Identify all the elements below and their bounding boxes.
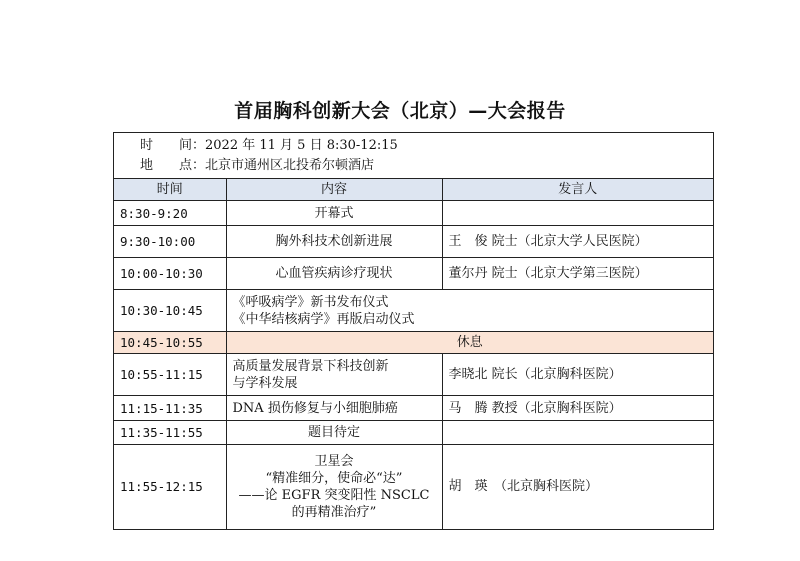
row-speaker: 董尔丹 院士（北京大学第三医院） — [442, 258, 713, 290]
row-time: 11:55-12:15 — [114, 445, 226, 529]
table-header-row — [114, 179, 713, 201]
table-row — [114, 258, 713, 290]
row-content: 开幕式 — [226, 201, 442, 226]
event-place-line — [140, 156, 713, 176]
table-row — [114, 354, 713, 396]
row-content: DNA 损伤修复与小细胞肺癌 — [226, 396, 442, 421]
row-speaker: 胡 瑛 （北京胸科医院） — [442, 445, 713, 529]
row-time: 10:30-10:45 — [114, 290, 226, 332]
row-content: 《呼吸病学》新书发布仪式 《中华结核病学》再版启动仪式 — [226, 290, 713, 332]
row-speaker — [442, 421, 713, 445]
row-time: 10:55-11:15 — [114, 354, 226, 396]
row-content: 题目待定 — [226, 421, 442, 445]
row-content: 心血管疾病诊疗现状 — [226, 258, 442, 290]
row-time: 8:30-9:20 — [114, 201, 226, 226]
row-time: 11:15-11:35 — [114, 396, 226, 421]
row-speaker — [442, 201, 713, 226]
table-row — [114, 201, 713, 226]
event-place-label: 地 点： — [140, 158, 206, 173]
row-content: 卫星会 “精准细分，使命必“达” ——论 EGFR 突变阳性 NSCLC 的再精准治疗” — [226, 445, 442, 529]
row-content: 休息 — [226, 332, 713, 354]
schedule-table — [114, 179, 713, 529]
row-content: 胸外科技术创新进展 — [226, 226, 442, 258]
table-row — [114, 396, 713, 421]
event-info — [114, 133, 713, 179]
event-place-value: 北京市通州区北投希尔顿酒店 — [205, 158, 375, 173]
row-content: 高质量发展背景下科技创新 与学科发展 — [226, 354, 442, 396]
table-row — [114, 290, 713, 332]
event-time-line — [140, 136, 713, 156]
table-row — [114, 445, 713, 529]
row-speaker: 李晓北 院长（北京胸科医院） — [442, 354, 713, 396]
document-title: 首届胸科创新大会（北京）—大会报告 — [234, 100, 566, 122]
event-time-value: 2022 年 11 月 5 日 8:30-12:15 — [205, 138, 398, 153]
table-row-break — [114, 332, 713, 354]
row-speaker: 马 腾 教授（北京胸科医院） — [442, 396, 713, 421]
row-time: 10:45-10:55 — [114, 332, 226, 354]
event-time-label: 时 间： — [140, 138, 206, 153]
table-row — [114, 226, 713, 258]
header-time: 时间 — [114, 179, 226, 201]
header-speaker: 发言人 — [442, 179, 713, 201]
row-time: 10:00-10:30 — [114, 258, 226, 290]
row-time: 11:35-11:55 — [114, 421, 226, 445]
row-time: 9:30-10:00 — [114, 226, 226, 258]
header-content: 内容 — [226, 179, 442, 201]
schedule-frame — [113, 132, 714, 530]
row-speaker: 王 俊 院士（北京大学人民医院） — [442, 226, 713, 258]
table-row — [114, 421, 713, 445]
